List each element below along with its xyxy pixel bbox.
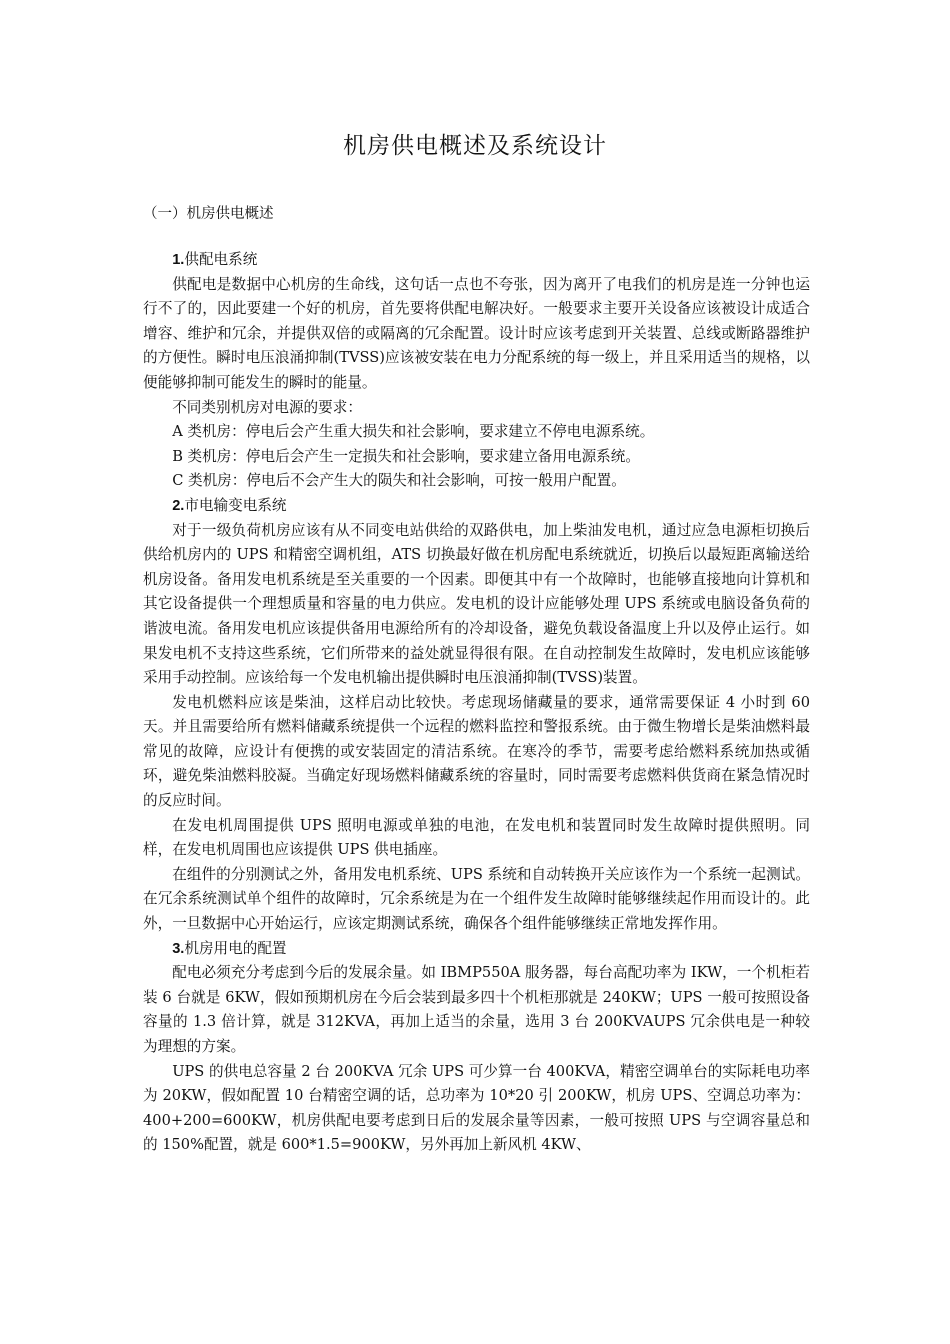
body-paragraph: C 类机房：停电后不会产生大的陨失和社会影响，可按一般用户配置。 xyxy=(172,472,626,490)
subsection-number: 2. xyxy=(172,497,185,514)
body-paragraph: 在组件的分别测试之外，备用发电机系统、UPS 系统和自动转换开关应该作为一个系统一起测试。在冗余系统测试单个组件的故障时，冗余系统是为在一个组件发生故障时能够继续起作用而设计的。此外，一旦数据中心开始运行，应该定期测试系统，确保各个组件能够继续正常地发挥作用。 xyxy=(143,865,810,933)
section-heading: （一）机房供电概述 xyxy=(143,206,274,222)
subsection-heading-3 xyxy=(143,937,810,962)
document-body xyxy=(143,248,810,1158)
subsection-title: 机房用电的配置 xyxy=(184,939,287,957)
body-paragraph: UPS 的供电总容量 2 台 200KVA 冗余 UPS 可少算一台 400KVA，精密空调单台的实际耗电功率为 20KW，假如配置 10 台精密空调的话，总功率为 10*20 引 200KW，机房 UPS、空调总功率为：400+200=600KW，机房供配电要考虑到日后的发展余量等因素，一般可按照 UPS 与空调容量总和的 150%配置，就是 600*1.5=900KW，另外再加上新风机 4KW、 xyxy=(143,1062,810,1154)
body-paragraph: 配电必须充分考虑到今后的发展余量。如 IBMP550A 服务器，每台高配功率为 IKW，一个机柜若装 6 台就是 6KW，假如预期机房在今后会装到最多四十个机柜那就是 240KW；UPS 一般可按照设备容量的 1.3 倍计算，就是 312KVA，再加上适当的余量，选用 3 台 200KVAUPS 冗余供电是一种较为理想的方案。 xyxy=(143,964,810,1055)
subsection-number: 3. xyxy=(172,940,185,957)
body-paragraph: B 类机房：停电后会产生一定损失和社会影响，要求建立备用电源系统。 xyxy=(172,447,640,465)
body-paragraph: 供配电是数据中心机房的生命线，这句话一点也不夸张，因为离开了电我们的机房是连一分钟也运行不了的，因此要建一个好的机房，首先要将供配电解决好。一般要求主要开关设备应该被设计成适合增容、维护和冗余，并提供双倍的或隔离的冗余配置。设计时应该考虑到开关装置、总线或断路器维护的方便性。瞬时电压浪涌抑制(TVSS)应该被安装在电力分配系统的每一级上，并且采用适当的规格，以便能够抑制可能发生的瞬时的能量。 xyxy=(143,275,810,391)
body-paragraph: 不同类别机房对电源的要求： xyxy=(172,398,362,416)
subsection-heading-2 xyxy=(143,494,810,519)
body-paragraph: A 类机房：停电后会产生重大损失和社会影响，要求建立不停电电源系统。 xyxy=(172,423,655,441)
subsection-heading-1 xyxy=(143,248,810,273)
body-paragraph: 对于一级负荷机房应该有从不同变电站供给的双路供电，加上柴油发电机，通过应急电源柜切换后供给机房内的 UPS 和精密空调机组，ATS 切换最好做在机房配电系统就近，切换后以最短距离输送给机房设备。备用发电机系统是至关重要的一个因素。即便其中有一个故障时，也能够直接地向计算机和其它设备提供一个理想质量和容量的电力供应。发电机的设计应能够处理 UPS 系统或电脑设备负荷的谐波电流。备用发电机应该提供备用电源给所有的冷却设备，避免负载设备温度上升以及停止运行。如果发电机不支持这些系统，它们所带来的益处就显得很有限。在自动控制发生故障时，发电机应该能够采用手动控制。应该给每一个发电机输出提供瞬时电压浪涌抑制(TVSS)装置。 xyxy=(143,521,810,687)
subsection-title: 供配电系统 xyxy=(184,251,258,268)
document-title: 机房供电概述及系统设计 xyxy=(343,133,607,159)
body-paragraph: 发电机燃料应该是柴油，这样启动比较快。考虑现场储藏量的要求，通常需要保证 4 小时到 60 天。并且需要给所有燃料储藏系统提供一个远程的燃料监控和警报系统。由于微生物增长是柴油燃料最常见的故障，应设计有便携的或安装固定的清洁系统。在寒冷的季节，需要考虑给燃料系统加热或循环，避免柴油燃料胶凝。当确定好现场燃料储藏系统的容量时，同时需要考虑燃料供货商在紧急情况时的反应时间。 xyxy=(143,693,810,810)
subsection-number: 1. xyxy=(172,252,185,268)
body-paragraph: 在发电机周围提供 UPS 照明电源或单独的电池，在发电机和装置同时发生故障时提供照明。同样，在发电机周围也应该提供 UPS 供电插座。 xyxy=(143,816,810,859)
subsection-title: 市电输变电系统 xyxy=(184,496,287,514)
